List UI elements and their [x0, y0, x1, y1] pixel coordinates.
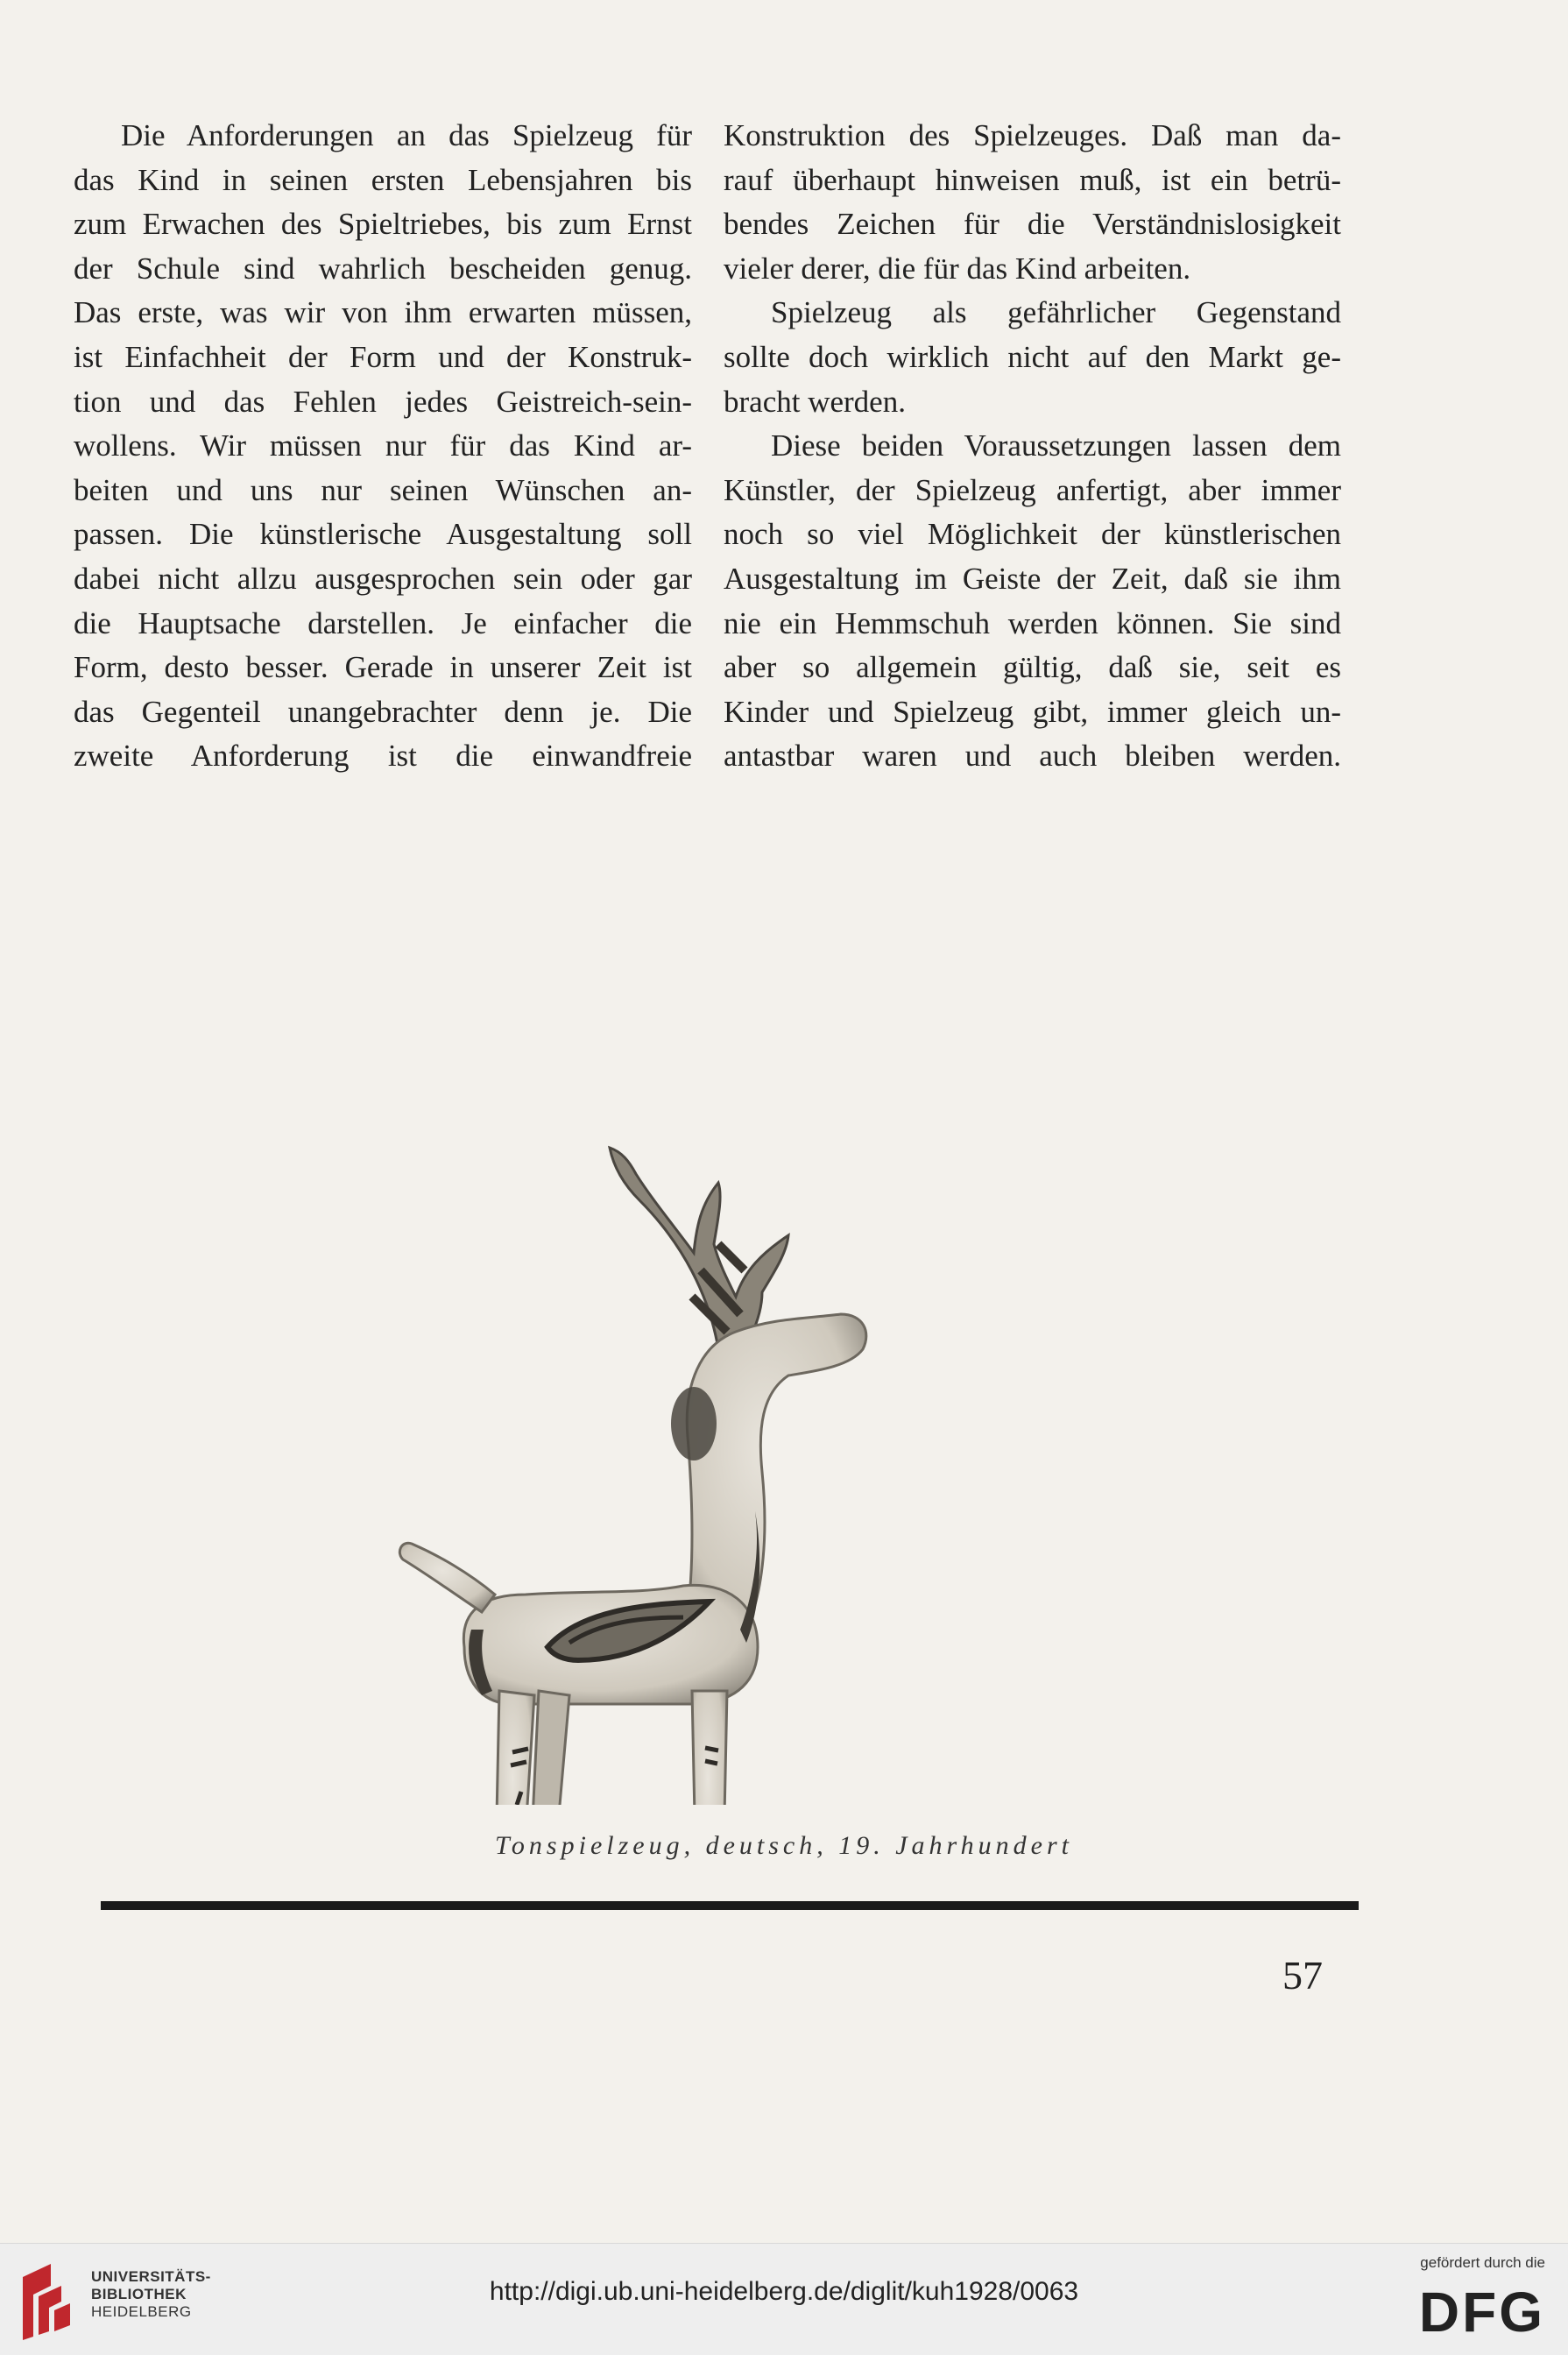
library-name-line: HEIDELBERG [91, 2303, 192, 2320]
text-line: aber so allgemein gültig, daß sie, seit es [724, 650, 1341, 685]
text-line: dabei nicht allzu ausgesprochen sein oder gar [74, 561, 692, 596]
text-line: zum Erwachen des Spieltriebes, bis zum Ernst [74, 207, 692, 242]
funding-note: gefördert durch die [1420, 2254, 1545, 2271]
text-line: das Kind in seinen ersten Lebensjahren bis [74, 162, 692, 197]
text-line: beiten und uns nur seinen Wünschen an- [74, 472, 692, 507]
text-line: rauf überhaupt hinweisen muß, ist ein betrü- [724, 162, 1341, 197]
text-line: bracht werden. [724, 384, 906, 419]
dfg-logo: DFG [1418, 2281, 1545, 2344]
paragraph [724, 291, 1341, 424]
text-line: passen. Die künstlerische Ausgestaltung soll [74, 517, 692, 552]
clay-deer-toy-photo [350, 859, 1007, 1805]
text-line: zweite Anforderung ist die einwandfreie [74, 739, 692, 774]
text-line: Künstler, der Spielzeug anfertigt, aber immer [724, 472, 1341, 507]
text-line: Form, desto besser. Gerade in unserer Zeit ist [74, 650, 692, 685]
text-line: die Hauptsache darstellen. Je einfacher die [74, 605, 692, 640]
source-url-link[interactable]: http://digi.ub.uni-heidelberg.de/diglit/kuh1928/0063 [489, 2277, 1079, 2306]
text-line: nie ein Hemmschuh werden können. Sie sind [724, 605, 1341, 640]
text-line: tion und das Fehlen jedes Geistreich-sein- [74, 384, 692, 419]
text-line: Diese beiden Voraussetzungen lassen dem [771, 428, 1341, 463]
text-line: Ausgestaltung im Geiste der Zeit, daß sie ihm [724, 561, 1341, 596]
page-number: 57 [1282, 1953, 1323, 1998]
paragraph [724, 424, 1341, 779]
text-line: Das erste, was wir von ihm erwarten müssen, [74, 295, 692, 330]
paragraph [724, 114, 1341, 291]
left-text-column [74, 114, 692, 779]
text-line: antastbar waren und auch bleiben werden. [724, 739, 1341, 774]
figure-caption: Tonspielzeug, deutsch, 19. Jahrhundert [495, 1831, 1073, 1860]
text-line: ist Einfachheit der Form und der Konstruk- [74, 339, 692, 374]
text-line: Die Anforderungen an das Spielzeug für [121, 118, 692, 152]
library-name-line: UNIVERSITÄTS- [91, 2268, 211, 2285]
library-name-line: BIBLIOTHEK [91, 2286, 187, 2302]
text-line: das Gegenteil unangebrachter denn je. Die [74, 694, 692, 729]
text-line: vieler derer, die für das Kind arbeiten. [724, 251, 1191, 286]
text-line: noch so viel Möglichkeit der künstlerischen [724, 517, 1341, 552]
text-line: Konstruktion des Spielzeuges. Daß man da- [724, 118, 1341, 152]
horizontal-rule [101, 1901, 1359, 1910]
text-line: bendes Zeichen für die Verständnislosigkeit [724, 207, 1341, 242]
right-text-column [724, 114, 1341, 779]
text-line: der Schule sind wahrlich bescheiden genug. [74, 251, 692, 286]
text-line: wollens. Wir müssen nur für das Kind ar- [74, 428, 692, 463]
text-line: sollte doch wirklich nicht auf den Markt ge- [724, 339, 1341, 374]
paragraph [74, 114, 692, 779]
text-line: Spielzeug als gefährlicher Gegenstand [771, 295, 1341, 330]
footer-bar [0, 2243, 1568, 2355]
text-line: Kinder und Spielzeug gibt, immer gleich un- [724, 694, 1341, 729]
